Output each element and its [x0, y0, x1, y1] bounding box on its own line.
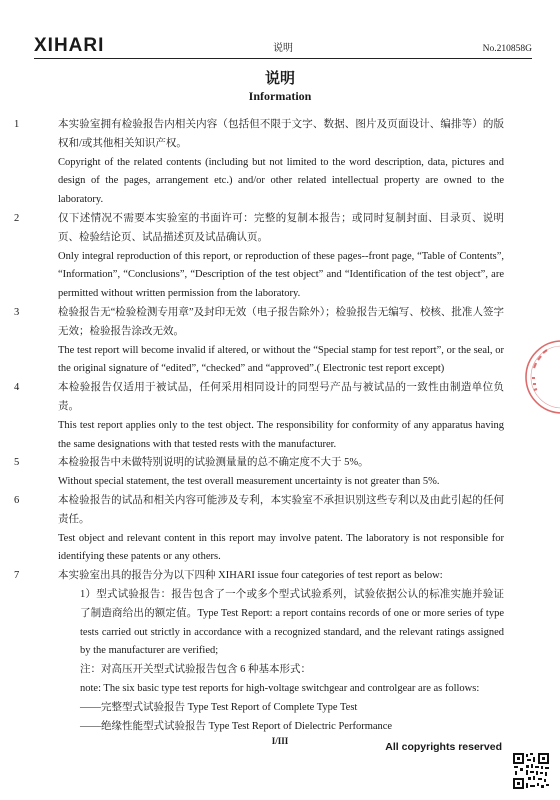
header-section-title: 说明 — [273, 43, 293, 54]
item-text-cn: 仅下述情况不需要本实验室的书面许可：完整的复制本报告；或同时复制封面、目录页、说明页、检验结论页、试品描述页及试品确认页。 — [58, 212, 504, 243]
company-logo: XIHARI — [34, 35, 105, 56]
information-list — [14, 116, 504, 736]
item-text-cn: 本实验室拥有检验报告内相关内容（包括但不限于文字、数据、图片及页面设计、编排等）的版权和/或其他相关知识产权。 — [58, 119, 504, 149]
page-header — [34, 36, 532, 59]
note-cn: 注：对高压开关型式试验报告包含 6 种基本形式： — [80, 664, 311, 676]
item-number: 2 — [14, 212, 20, 224]
item-text-cn: 本实验室出具的报告分为以下四种 XIHARI issue four categories of test report as below: — [58, 570, 443, 582]
report-category-type-test: 1）型式试验报告：报告包含了一个或多个型式试验系列，试验依据公认的标准实施并验证了制造商给出的额定值。Type Test Report: a report contains records of one or more series of type tests carried out strictly in accordance with a recognized standard, and the relevant ratings assigned by the manufacturer are verified; — [80, 588, 504, 657]
information-item-5 — [14, 454, 504, 492]
information-item-6 — [14, 492, 504, 567]
note-en: note: The six basic type test reports for high-voltage switchgear and controlgear are as follows: — [80, 682, 480, 694]
item-text-cn: 本检验报告仅适用于被试品，任何采用相同设计的同型号产品与被试品的一致性由制造单位负责。 — [58, 382, 504, 412]
item-number: 3 — [14, 306, 20, 318]
page-title: 说明 — [264, 71, 295, 87]
item-number: 5 — [14, 457, 20, 469]
official-seal-icon — [522, 332, 560, 422]
information-item-2 — [14, 210, 504, 304]
page-subtitle: Information — [248, 89, 312, 103]
item-number: 6 — [14, 494, 20, 506]
item-text-en: This test report applies only to the test object. The responsibility for conformity of any apparatus having the same designations with that tested rests with the manufacturer. — [58, 419, 504, 450]
item-text-en: Test object and relevant content in this report may involve patent. The laboratory is not responsible for identifying these patents or any others. — [58, 532, 504, 563]
note-line-complete-type-test: ——完整型式试验报告 Type Test Report of Complete Type Test — [80, 701, 358, 713]
qr-code-icon — [512, 752, 550, 790]
item-text-en: The test report will become invalid if altered, or without the “Special stamp for test report”, or the seal, or the original signature of “edited”, “checked” and “approved”.( Electronic test report except) — [58, 344, 504, 375]
item-text-en: Without special statement, the test overall measurement uncertainty is not greater than 5%. — [58, 476, 440, 488]
item-number: 1 — [14, 119, 20, 130]
information-item-3 — [14, 304, 504, 379]
item-text-cn: 本检验报告的试品和相关内容可能涉及专利，本实验室不承担识别这些专利以及由此引起的任何责任。 — [58, 494, 504, 525]
information-item-4 — [14, 379, 504, 454]
item-number: 7 — [14, 570, 20, 582]
information-item-1 — [14, 116, 504, 210]
item-number: 4 — [14, 382, 20, 394]
item-text-cn: 本检验报告中未做特别说明的试验测量量的总不确定度不大于 5%。 — [58, 457, 369, 469]
note-line-dielectric-performance: ——绝缘性能型式试验报告 Type Test Report of Dielectric Performance — [80, 720, 393, 732]
item-text-en: Only integral reproduction of this report, or reproduction of these pages--front page, “Table of Contents”, “Information”, “Conclusions”, “Description of the test object” and “Identification of the test object”, are permitted without written permission from the laboratory. — [58, 250, 504, 300]
report-number: No.210858G — [482, 44, 532, 54]
item-text-en: Copyright of the related contents (including but not limited to the word description, data, pictures and design of the pages, arrangement etc.) and/or other related intellectual property are owned to the laboratory. — [58, 156, 504, 206]
item-text-cn: 检验报告无“检验检测专用章”及封印无效（电子报告除外）；检验报告无编写、校核、批准人签字无效；检验报告涂改无效。 — [58, 306, 504, 337]
information-item-7 — [14, 567, 504, 736]
copyright-notice: All copyrights reserved — [385, 741, 502, 753]
page-number: I/III — [271, 736, 289, 746]
